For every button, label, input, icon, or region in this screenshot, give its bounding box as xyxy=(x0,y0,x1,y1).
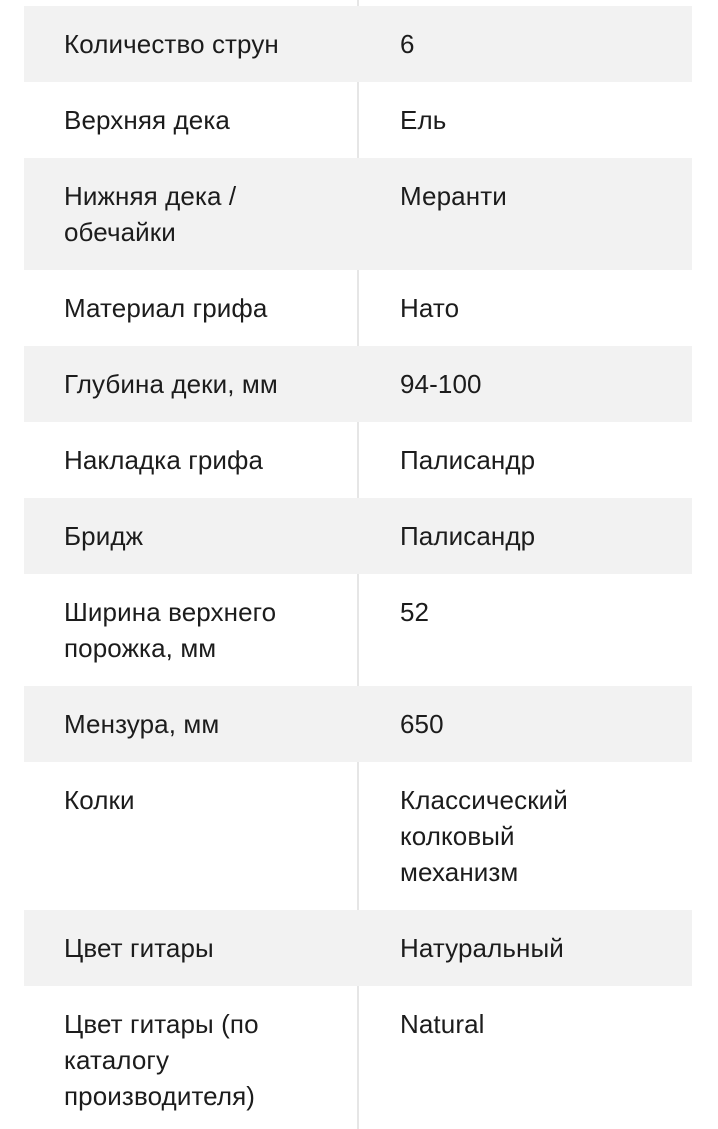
spec-name: Верхняя дека xyxy=(64,105,230,135)
spec-row xyxy=(24,270,692,346)
spec-name: Нижняя дека / обечайки xyxy=(64,181,237,247)
spec-name: Цвет гитары (по каталогу производителя) xyxy=(64,1009,259,1111)
spec-name: Ширина верхнего порожка, мм xyxy=(64,597,277,663)
spec-name: Накладка грифа xyxy=(64,445,264,475)
spec-name: Цвет гитары xyxy=(64,933,214,963)
spec-name: Колки xyxy=(64,785,135,815)
spec-value: Нато xyxy=(400,293,460,323)
spec-row xyxy=(24,82,692,158)
spec-row xyxy=(24,686,692,762)
spec-row xyxy=(24,346,692,422)
spec-value: Natural xyxy=(400,1009,485,1039)
spec-value: Натуральный xyxy=(400,933,564,963)
spec-name: Мензура, мм xyxy=(64,709,220,739)
spec-row xyxy=(24,762,692,910)
spec-name: Глубина деки, мм xyxy=(64,369,278,399)
spec-value: 6 xyxy=(400,29,415,59)
spec-row xyxy=(24,6,692,82)
spec-value: 650 xyxy=(400,709,444,739)
spec-value: Ель xyxy=(400,105,447,135)
spec-value: Палисандр xyxy=(400,445,536,475)
spec-name: Бридж xyxy=(64,521,144,551)
spec-value: 94-100 xyxy=(400,369,482,399)
spec-row xyxy=(24,910,692,986)
spec-value: 52 xyxy=(400,597,430,627)
spec-value: Классический колковый механизм xyxy=(400,785,568,887)
spec-row xyxy=(24,986,692,1129)
spec-value: Палисандр xyxy=(400,521,536,551)
spec-row xyxy=(24,574,692,686)
spec-row xyxy=(24,498,692,574)
spec-name: Материал грифа xyxy=(64,293,268,323)
spec-row xyxy=(24,158,692,270)
spec-name: Количество струн xyxy=(64,29,279,59)
spec-row xyxy=(24,422,692,498)
spec-value: Меранти xyxy=(400,181,507,211)
spec-table xyxy=(24,0,692,1129)
